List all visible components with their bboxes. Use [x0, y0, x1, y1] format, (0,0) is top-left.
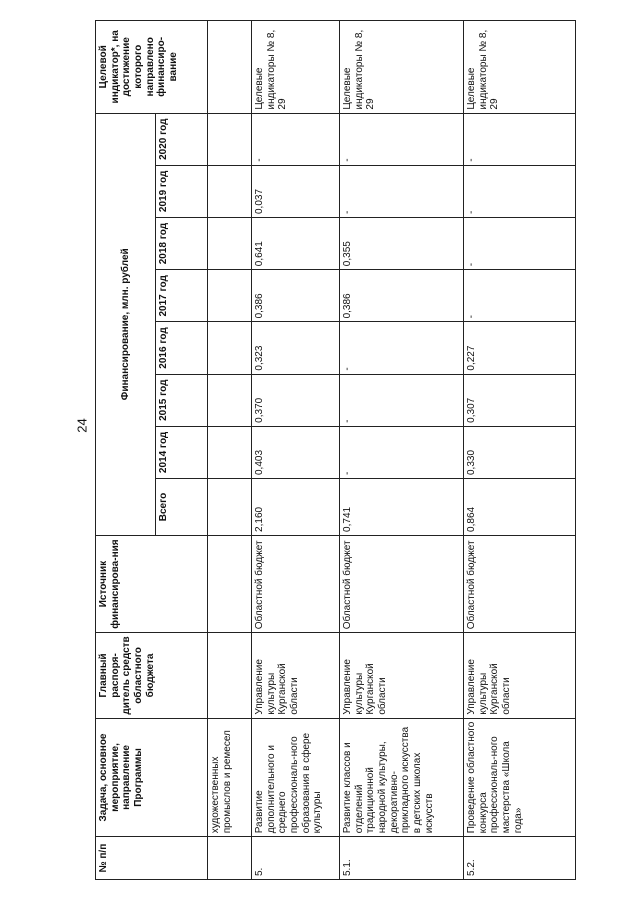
- cell-total: [208, 479, 252, 536]
- cell-value: 0,330: [464, 426, 576, 478]
- cell-value: 0,641: [252, 218, 340, 270]
- header-year: 2018 год: [156, 218, 208, 270]
- cell-value: [208, 270, 252, 322]
- cell-value: 0,386: [252, 270, 340, 322]
- cell-value: 0,037: [252, 165, 340, 217]
- cell-num: [208, 837, 252, 880]
- cell-indicator: Целевые индикаторы № 8, 29: [340, 21, 464, 114]
- cell-value: -: [340, 113, 464, 165]
- cell-indicator: [208, 21, 252, 114]
- cell-value: [208, 426, 252, 478]
- cell-value: -: [464, 270, 576, 322]
- cell-value: [208, 113, 252, 165]
- cell-value: 0,370: [252, 374, 340, 426]
- cell-total: 0,864: [464, 479, 576, 536]
- cell-indicator: Целевые индикаторы № 8, 29: [252, 21, 340, 114]
- cell-manager: [208, 633, 252, 718]
- header-task: Задача, основное мероприятие, направление Программы: [96, 718, 208, 837]
- cell-source: Областной бюджет: [464, 535, 576, 632]
- cell-value: 0,227: [464, 322, 576, 374]
- cell-value: 0,355: [340, 218, 464, 270]
- cell-value: [208, 322, 252, 374]
- cell-value: -: [464, 165, 576, 217]
- cell-manager: Управление культуры Курганской области: [252, 633, 340, 718]
- cell-source: Областной бюджет: [252, 535, 340, 632]
- cell-manager: Управление культуры Курганской области: [464, 633, 576, 718]
- financing-table: [95, 20, 576, 880]
- cell-source: Областной бюджет: [340, 535, 464, 632]
- page-number: 24: [74, 418, 90, 433]
- cell-value: [208, 165, 252, 217]
- cell-num: 5.1.: [340, 837, 464, 880]
- header-manager: Главный распоря-дитель средств областного бюджета: [96, 633, 208, 718]
- cell-value: -: [340, 165, 464, 217]
- header-year: 2019 год: [156, 165, 208, 217]
- header-year: 2016 год: [156, 322, 208, 374]
- table-row: [252, 21, 340, 880]
- cell-value: -: [464, 218, 576, 270]
- table-row: [464, 21, 576, 880]
- cell-value: -: [252, 113, 340, 165]
- header-indicator: Целевой индикатор*, на достижение которого направлено финансиро-вание: [96, 21, 208, 114]
- header-year: 2020 год: [156, 113, 208, 165]
- header-total: Всего: [156, 479, 208, 536]
- cell-value: -: [340, 426, 464, 478]
- header-year: 2014 год: [156, 426, 208, 478]
- table-row: [340, 21, 464, 880]
- header-financing: Финансирование, млн. рублей: [96, 113, 156, 535]
- cell-value: 0,323: [252, 322, 340, 374]
- cell-value: -: [340, 374, 464, 426]
- cell-num: 5.: [252, 837, 340, 880]
- cell-total: 0,741: [340, 479, 464, 536]
- cell-num: 5.2.: [464, 837, 576, 880]
- header-row-1: [96, 21, 156, 880]
- cell-task: Развитие классов и отделений традиционной народной культуры, декоративно-прикладного искусства в детских школах искусств: [340, 718, 464, 837]
- cell-task: Развитие дополнительного и среднего профессиональ-ного образования в сфере культуры: [252, 718, 340, 837]
- table-row: [208, 21, 252, 880]
- cell-task: художественных промыслов и ремесел: [208, 718, 252, 837]
- rotated-table-container: [95, 20, 615, 880]
- header-year: 2015 год: [156, 374, 208, 426]
- cell-total: 2,160: [252, 479, 340, 536]
- cell-value: -: [464, 113, 576, 165]
- cell-value: 0,403: [252, 426, 340, 478]
- cell-value: 0,307: [464, 374, 576, 426]
- header-source: Источник финансирова-ния: [96, 535, 208, 632]
- cell-manager: Управление культуры Курганской области: [340, 633, 464, 718]
- cell-value: -: [340, 322, 464, 374]
- cell-source: [208, 535, 252, 632]
- cell-task: Проведение областного конкурса профессиональ-ного мастерства «Школа года»: [464, 718, 576, 837]
- cell-value: 0,386: [340, 270, 464, 322]
- cell-value: [208, 374, 252, 426]
- header-year: 2017 год: [156, 270, 208, 322]
- cell-indicator: Целевые индикаторы № 8, 29: [464, 21, 576, 114]
- cell-value: [208, 218, 252, 270]
- header-num: № п/п: [96, 837, 208, 880]
